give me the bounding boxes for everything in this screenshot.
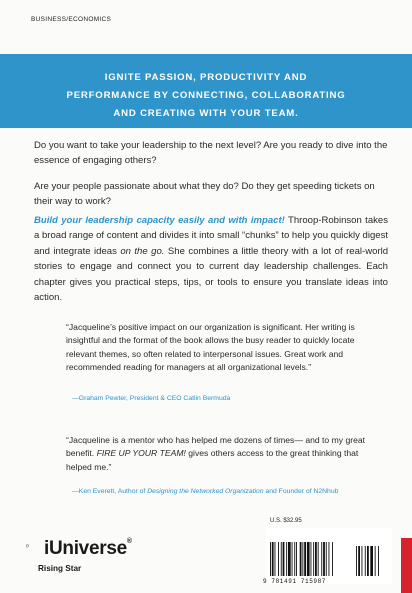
description-paragraph — [34, 213, 388, 305]
publisher-name-text: iUniverse — [44, 538, 127, 559]
publisher-name — [44, 538, 132, 560]
intro-paragraph-2: Are your people passionate about what they do? Do they get speeding tickets on their way to work? — [34, 181, 375, 208]
price-label: U.S. $32.95 — [270, 518, 302, 524]
testimonial-2-attribution-a: —Ken Everett, Author of — [72, 488, 148, 495]
description-lead: Build your leadership capacity easily and with impact! — [34, 215, 285, 226]
barcode-digits: 9 781491 715987 — [263, 578, 327, 585]
description-text-b: She combines a little theory with a lot of real-world stories to engage and connect you to current day leadership challenges. Each chapter gives you practical steps, tips, or tools to ensure you translate ideas into action. — [34, 245, 389, 304]
intro-paragraph-1: Do you want to take your leadership to the next level? Are you ready to dive into the essence of engaging others? — [34, 140, 388, 167]
testimonial-2-text-a: “Jacqueline is a mentor who has helped me dozens of times— and to my great benefit. — [66, 435, 366, 459]
testimonial-2 — [66, 434, 366, 474]
publisher-trademark: ® — [126, 538, 132, 545]
isbn-barcode — [266, 528, 392, 584]
description-emphasis: on the go. — [120, 245, 165, 257]
testimonial-2-attribution-b: and Founder of N2Nhub — [263, 488, 339, 495]
testimonial-2-attribution-book: Designing the Networked Organization — [147, 488, 264, 495]
testimonial-1-attribution: —Graham Pewter, President & CEO Catlin Bermuda — [72, 395, 231, 402]
testimonial-1: “Jacqueline’s positive impact on our organization is significant. Her writing is insightful and the format of the book allows the busy reader to quickly locate relevant themes, so often related to interpersonal issues. Great work and recommended reading for managers at all organizational levels.” — [66, 322, 355, 373]
red-accent-bar — [401, 538, 412, 593]
testimonial-2-text-b: gives others access to the great thinking that helped me.” — [66, 448, 359, 472]
testimonial-2-book-title: FIRE UP YOUR TEAM! — [96, 448, 186, 459]
headline-line-3: AND CREATING WITH YOUR TEAM. — [113, 108, 299, 119]
publisher-tagline: Rising Star — [38, 564, 82, 573]
category-label: BUSINESS/ECONOMICS — [31, 16, 112, 23]
headline-line-2: PERFORMANCE BY CONNECTING, COLLABORATING — [66, 90, 346, 101]
testimonial-2-attribution — [72, 487, 362, 498]
publisher-logo-icon — [26, 536, 46, 558]
headline-line-1: IGNITE PASSION, PRODUCTIVITY AND — [104, 72, 308, 83]
headline-text — [40, 69, 372, 123]
description-text-a: Throop-Robinson takes a broad range of content and divides it into small “chunks” to help you quickly digest and integrate ideas — [34, 215, 389, 257]
